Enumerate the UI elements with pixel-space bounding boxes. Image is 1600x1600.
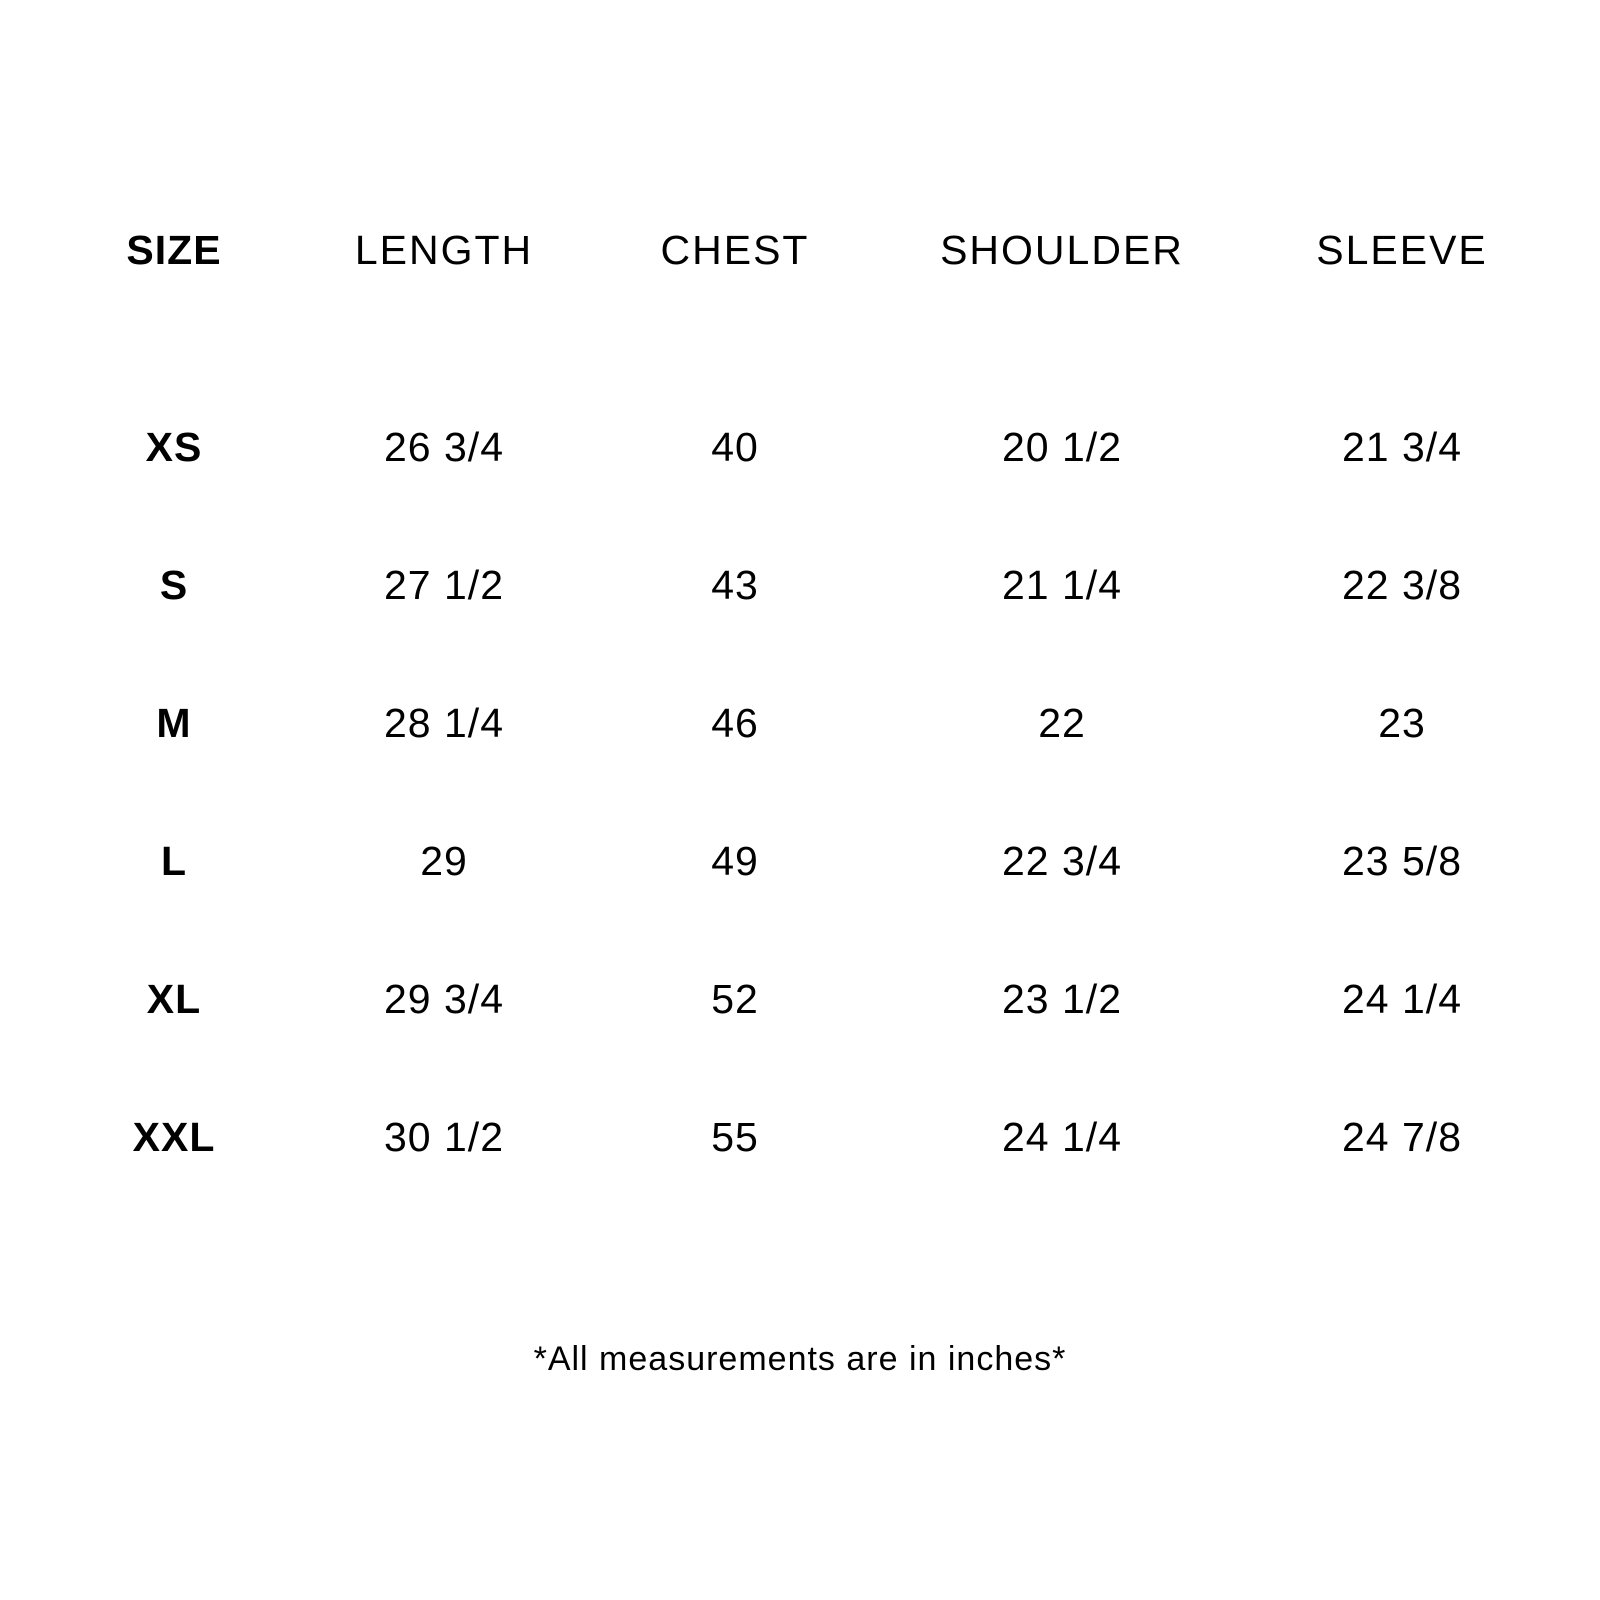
chest-value: 49 xyxy=(711,838,759,884)
shoulder-value: 22 3/4 xyxy=(1002,838,1122,884)
size-label: L xyxy=(160,838,188,884)
shoulder-value: 23 1/2 xyxy=(1002,976,1122,1022)
sleeve-value: 23 5/8 xyxy=(1342,838,1462,884)
length-value: 30 1/2 xyxy=(384,1114,504,1160)
shoulder-value: 22 xyxy=(1038,700,1086,746)
length-value: 29 xyxy=(420,838,468,884)
size-label: M xyxy=(156,700,192,746)
table-row xyxy=(0,555,1600,615)
shoulder-value: 24 1/4 xyxy=(1002,1114,1122,1160)
chest-value: 52 xyxy=(711,976,759,1022)
length-value: 29 3/4 xyxy=(384,976,504,1022)
column-header-shoulder: SHOULDER xyxy=(940,227,1184,273)
length-value: 26 3/4 xyxy=(384,424,504,470)
measurement-footnote: *All measurements are in inches* xyxy=(533,1340,1067,1378)
column-header-length: LENGTH xyxy=(354,227,534,273)
table-row xyxy=(0,831,1600,891)
chest-value: 55 xyxy=(711,1114,759,1160)
length-value: 27 1/2 xyxy=(384,562,504,608)
column-header-size: SIZE xyxy=(126,227,222,273)
table-header-row xyxy=(0,220,1600,280)
sleeve-value: 22 3/8 xyxy=(1342,562,1462,608)
column-header-sleeve: SLEEVE xyxy=(1316,227,1488,273)
sleeve-value: 24 1/4 xyxy=(1342,976,1462,1022)
chest-value: 46 xyxy=(711,700,759,746)
sleeve-value: 23 xyxy=(1378,700,1426,746)
column-header-chest: CHEST xyxy=(660,227,810,273)
shoulder-value: 21 1/4 xyxy=(1002,562,1122,608)
length-value: 28 1/4 xyxy=(384,700,504,746)
table-row xyxy=(0,969,1600,1029)
size-label: XS xyxy=(145,424,203,470)
size-label: XL xyxy=(146,976,202,1022)
table-row xyxy=(0,1107,1600,1167)
size-label: XXL xyxy=(132,1114,216,1160)
sleeve-value: 21 3/4 xyxy=(1342,424,1462,470)
sleeve-value: 24 7/8 xyxy=(1342,1114,1462,1160)
shoulder-value: 20 1/2 xyxy=(1002,424,1122,470)
table-row xyxy=(0,417,1600,477)
chest-value: 40 xyxy=(711,424,759,470)
table-row xyxy=(0,693,1600,753)
chest-value: 43 xyxy=(711,562,759,608)
size-label: S xyxy=(159,562,189,608)
